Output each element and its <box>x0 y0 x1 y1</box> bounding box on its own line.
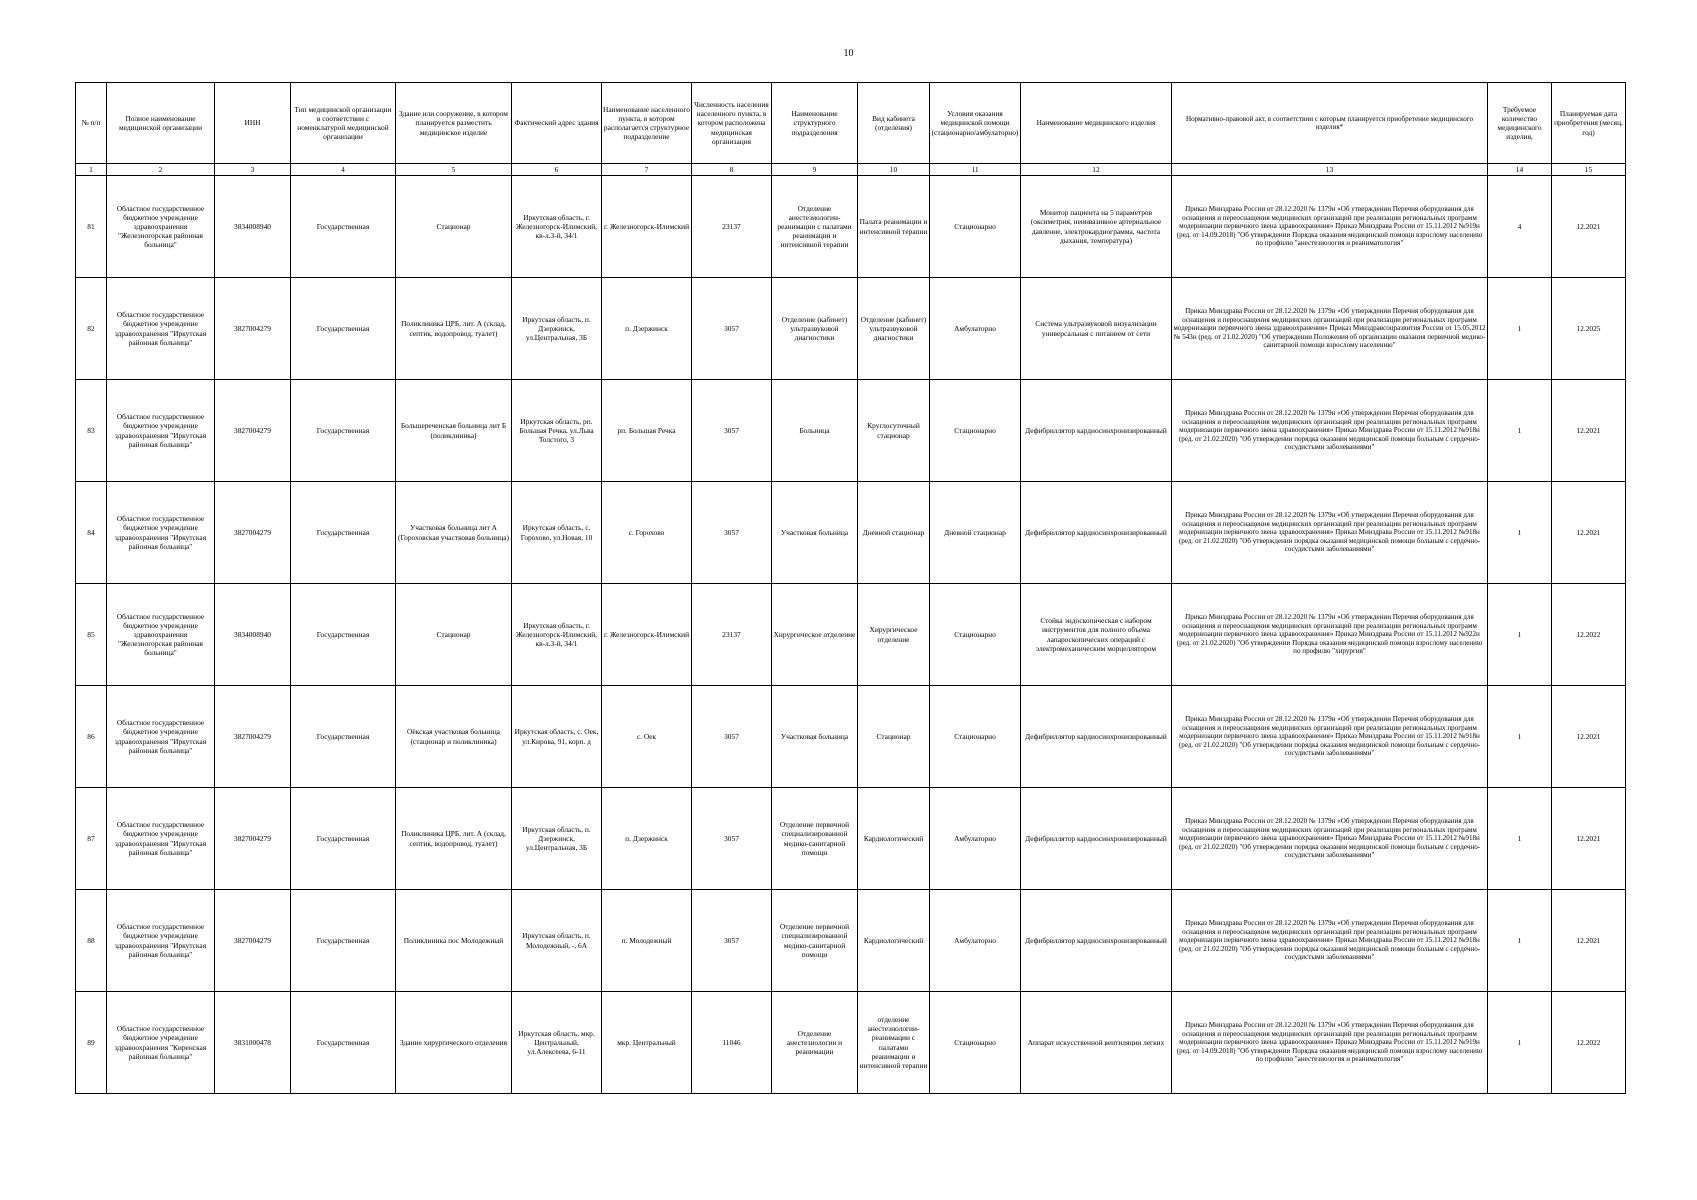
population-cell: 3057 <box>692 890 772 992</box>
purchase-date-cell: 12.2022 <box>1552 584 1626 686</box>
legal-act-cell: Приказ Минздрава России от 28.12.2020 № 1379н «Об утверждении Перечня оборудования для оснащения и переоснащения медицинских организаций при реализации региональных программ модернизации первичного звена здравоохранения» Приказ Минздрава России от 15.11.2012 №918н (ред. от 21.02.2020) "Об утверждении порядка оказания медицинской помощи больным с сердечно-сосудистыми заболеваниями" <box>1172 482 1488 584</box>
population-cell: 3057 <box>692 380 772 482</box>
unit-cell: Больница <box>772 380 858 482</box>
column-number: 7 <box>602 164 692 176</box>
unit-cell: Отделение (кабинет) ультразвуковой диагностики <box>772 278 858 380</box>
legal-act-cell: Приказ Минздрава России от 28.12.2020 № 1379н «Об утверждении Перечня оборудования для оснащения и переоснащения медицинских организаций при реализации региональных программ модернизации первичного звена здравоохранения» Приказ Минздрава России от 15.11.2012 №918н (ред. от 21.02.2020) "Об утверждении порядка оказания медицинской помощи больным с сердечно-сосудистыми заболеваниями" <box>1172 686 1488 788</box>
device-cell: Дефибриллятор кардиосинхронизированный <box>1021 788 1172 890</box>
purchase-date-cell: 12.2022 <box>1552 992 1626 1094</box>
table-row <box>76 686 1626 788</box>
column-number: 2 <box>107 164 215 176</box>
row-number-cell: 85 <box>76 584 107 686</box>
device-cell: Дефибриллятор кардиосинхронизированный <box>1021 380 1172 482</box>
room-type-cell: Отделение (кабинет) ультразвуковой диагностики <box>858 278 930 380</box>
table-row <box>76 992 1626 1094</box>
care-conditions-cell: Стационарно <box>930 686 1021 788</box>
address-cell: Иркутская область, г. Железногорск-Илимский, кв-л.3-й, 34/1 <box>512 176 602 278</box>
column-number: 9 <box>772 164 858 176</box>
purchase-date-cell: 12.2021 <box>1552 890 1626 992</box>
room-type-cell: отделение анестезиологии-реанимации с палатами реанимации и интенсивной терапии <box>858 992 930 1094</box>
org-type-cell: Государственная <box>291 584 396 686</box>
org-type-cell: Государственная <box>291 992 396 1094</box>
purchase-date-cell: 12.2021 <box>1552 482 1626 584</box>
inn-cell: 3827004279 <box>215 278 291 380</box>
locality-cell: п. Дзержинск <box>602 788 692 890</box>
population-cell: 3057 <box>692 278 772 380</box>
row-number-cell: 86 <box>76 686 107 788</box>
population-cell: 23137 <box>692 584 772 686</box>
address-cell: Иркутская область, рп. Большая Речка, ул.Льва Толстого, 3 <box>512 380 602 482</box>
room-type-cell: Дневной стационар <box>858 482 930 584</box>
org-type-cell: Государственная <box>291 482 396 584</box>
inn-cell: 3827004279 <box>215 890 291 992</box>
table-row <box>76 278 1626 380</box>
locality-cell: рп. Большая Речка <box>602 380 692 482</box>
column-number: 12 <box>1021 164 1172 176</box>
care-conditions-cell: Стационарно <box>930 176 1021 278</box>
address-cell: Иркутская область, с. Оек, ул.Кирова, 91, корп. д <box>512 686 602 788</box>
org-type-cell: Государственная <box>291 788 396 890</box>
table-row <box>76 176 1626 278</box>
room-type-cell: Хирургическое отделение <box>858 584 930 686</box>
population-cell: 11046 <box>692 992 772 1094</box>
legal-act-cell: Приказ Минздрава России от 28.12.2020 № 1379н «Об утверждении Перечня оборудования для оснащения и переоснащения медицинских организаций при реализации региональных программ модернизации первичного звена здравоохранения» Приказ Минздрава России от 15.11.2012 №918н (ред. от 21.02.2020) "Об утверждении порядка оказания медицинской помощи больным с сердечно-сосудистыми заболеваниями" <box>1172 380 1488 482</box>
quantity-cell: 1 <box>1488 788 1552 890</box>
address-cell: Иркутская область, п. Молодежный, -, 6А <box>512 890 602 992</box>
device-cell: Дефибриллятор кардиосинхронизированный <box>1021 482 1172 584</box>
organization-cell: Областное государственное бюджетное учреждение здравоохранения "Киренская районная больница" <box>107 992 215 1094</box>
device-cell: Монитор пациента на 5 параметров (оксиметрия, неинвазивное артериальное давление, электрокардиограмма, частота дыхания, температура) <box>1021 176 1172 278</box>
quantity-cell: 1 <box>1488 482 1552 584</box>
row-number-cell: 89 <box>76 992 107 1094</box>
room-type-cell: Кардиологический <box>858 788 930 890</box>
device-cell: Система ультразвуковой визуализации универсальная с питанием от сети <box>1021 278 1172 380</box>
care-conditions-cell: Стационарно <box>930 992 1021 1094</box>
building-cell: Здание хирургического отделения <box>396 992 512 1094</box>
building-cell: Участковая больница лит А (Гороховская участковая больница) <box>396 482 512 584</box>
inn-cell: 3827004279 <box>215 380 291 482</box>
column-number: 13 <box>1172 164 1488 176</box>
column-number: 15 <box>1552 164 1626 176</box>
organization-cell: Областное государственное бюджетное учреждение здравоохранения "Иркутская районная больница" <box>107 278 215 380</box>
room-type-cell: Кардиологический <box>858 890 930 992</box>
inn-cell: 3827004279 <box>215 686 291 788</box>
care-conditions-cell: Дневной стационар <box>930 482 1021 584</box>
header-cell: Требуемое количество медицинского изделия, <box>1488 83 1552 164</box>
locality-cell: п. Молодежный <box>602 890 692 992</box>
header-cell: Численность населения населенного пункта, в котором расположена медицинская организация <box>692 83 772 164</box>
table-row <box>76 788 1626 890</box>
purchase-date-cell: 12.2021 <box>1552 176 1626 278</box>
page-number: 10 <box>843 48 854 59</box>
purchase-date-cell: 12.2021 <box>1552 788 1626 890</box>
table-row <box>76 482 1626 584</box>
row-number-cell: 87 <box>76 788 107 890</box>
inn-cell: 3827004279 <box>215 788 291 890</box>
device-cell: Аппарат искусственной вентиляции легких <box>1021 992 1172 1094</box>
header-cell: Вид кабинета (отделения) <box>858 83 930 164</box>
purchase-date-cell: 12.2025 <box>1552 278 1626 380</box>
org-type-cell: Государственная <box>291 890 396 992</box>
column-number: 11 <box>930 164 1021 176</box>
building-cell: Стационар <box>396 176 512 278</box>
legal-act-cell: Приказ Минздрава России от 28.12.2020 № 1379н «Об утверждении Перечня оборудования для оснащения и переоснащения медицинских организаций при реализации региональных программ модернизации первичного звена здравоохранения» Приказ Минздравсоцразвития России от 15.05.2012 № 543н (ред. от 21.02.2020) "Об утверждении Положения об организации оказания первичной медико-санитарной помощи взрослому населению" <box>1172 278 1488 380</box>
device-cell: Стойка эндоскопическая с набором инструментов для полного объема лапароскопических операций с электромеханическим морцеллятором <box>1021 584 1172 686</box>
address-cell: Иркутская область, мкр. Центральный, ул.Алексеева, 6-11 <box>512 992 602 1094</box>
address-cell: Иркутская область, с. Горохово, ул.Новая, 10 <box>512 482 602 584</box>
row-number-cell: 82 <box>76 278 107 380</box>
purchase-date-cell: 12.2021 <box>1552 380 1626 482</box>
care-conditions-cell: Стационарно <box>930 380 1021 482</box>
care-conditions-cell: Амбулаторно <box>930 890 1021 992</box>
unit-cell: Отделение первичной специализированной медико-санитарной помощи <box>772 788 858 890</box>
header-cell: Фактический адрес здания <box>512 83 602 164</box>
equipment-table <box>75 82 1626 1094</box>
device-cell: Дефибриллятор кардиосинхронизированный <box>1021 890 1172 992</box>
header-cell: № п/п <box>76 83 107 164</box>
locality-cell: п. Дзержинск <box>602 278 692 380</box>
organization-cell: Областное государственное бюджетное учреждение здравоохранения "Иркутская районная больница" <box>107 686 215 788</box>
header-cell: Тип медицинской организации в соответствии с номенклатурой медицинской организации <box>291 83 396 164</box>
care-conditions-cell: Амбулаторно <box>930 278 1021 380</box>
inn-cell: 3834008940 <box>215 584 291 686</box>
quantity-cell: 1 <box>1488 584 1552 686</box>
inn-cell: 3831000478 <box>215 992 291 1094</box>
population-cell: 3057 <box>692 482 772 584</box>
locality-cell: с. Оек <box>602 686 692 788</box>
population-cell: 23137 <box>692 176 772 278</box>
header-cell: Условия оказания медицинской помощи (стационарно/амбулаторно) <box>930 83 1021 164</box>
org-type-cell: Государственная <box>291 686 396 788</box>
care-conditions-cell: Стационарно <box>930 584 1021 686</box>
organization-cell: Областное государственное бюджетное учреждение здравоохранения "Железногорская районная больница" <box>107 584 215 686</box>
header-cell: Планируемая дата приобретения (месяц, год) <box>1552 83 1626 164</box>
table-row <box>76 380 1626 482</box>
header-cell: Полное наименование медицинской организации <box>107 83 215 164</box>
building-cell: Большереченская больница лит Б (поликлиника) <box>396 380 512 482</box>
building-cell: Поликлиника ЦРБ, лит. А (склад, септик, водопровод, туалет) <box>396 278 512 380</box>
column-number: 6 <box>512 164 602 176</box>
population-cell: 3057 <box>692 788 772 890</box>
column-number: 3 <box>215 164 291 176</box>
inn-cell: 3827004279 <box>215 482 291 584</box>
locality-cell: г. Железногорск-Илимский <box>602 584 692 686</box>
population-cell: 3057 <box>692 686 772 788</box>
quantity-cell: 1 <box>1488 890 1552 992</box>
unit-cell: Участковая больница <box>772 482 858 584</box>
building-cell: Поликлиника пос Молодежный <box>396 890 512 992</box>
organization-cell: Областное государственное бюджетное учреждение здравоохранения "Иркутская районная больница" <box>107 890 215 992</box>
building-cell: Стационар <box>396 584 512 686</box>
unit-cell: Отделение первичной специализированной медико-санитарной помощи <box>772 890 858 992</box>
row-number-cell: 88 <box>76 890 107 992</box>
quantity-cell: 4 <box>1488 176 1552 278</box>
column-number: 10 <box>858 164 930 176</box>
org-type-cell: Государственная <box>291 278 396 380</box>
legal-act-cell: Приказ Минздрава России от 28.12.2020 № 1379н «Об утверждении Перечня оборудования для оснащения и переоснащения медицинских организаций при реализации региональных программ модернизации первичного звена здравоохранения» Приказ Минздрава России от 15.11.2012 №918н (ред. от 21.02.2020) "Об утверждении порядка оказания медицинской помощи больным с сердечно-сосудистыми заболеваниями" <box>1172 788 1488 890</box>
locality-cell: г. Железногорск-Илимский <box>602 176 692 278</box>
legal-act-cell: Приказ Минздрава России от 28.12.2020 № 1379н «Об утверждении Перечня оборудования для оснащения и переоснащения медицинских организаций при реализации региональных программ модернизации первичного звена здравоохранения» Приказ Минздрава России от 15.11.2012 №922н (ред. от 21.02.2020) "Об утверждении Порядка оказания медицинской помощи взрослому населению по профилю "хирургия" <box>1172 584 1488 686</box>
column-number: 1 <box>76 164 107 176</box>
row-number-cell: 83 <box>76 380 107 482</box>
inn-cell: 3834008940 <box>215 176 291 278</box>
room-type-cell: Круглосуточный стационар <box>858 380 930 482</box>
header-cell: ИНН <box>215 83 291 164</box>
room-type-cell: Стационар <box>858 686 930 788</box>
header-row <box>76 83 1626 164</box>
table-row <box>76 584 1626 686</box>
org-type-cell: Государственная <box>291 380 396 482</box>
column-number: 4 <box>291 164 396 176</box>
care-conditions-cell: Амбулаторно <box>930 788 1021 890</box>
table-row <box>76 890 1626 992</box>
quantity-cell: 1 <box>1488 380 1552 482</box>
legal-act-cell: Приказ Минздрава России от 28.12.2020 № 1379н «Об утверждении Перечня оборудования для оснащения и переоснащения медицинских организаций при реализации региональных программ модернизации первичного звена здравоохранения» Приказ Минздрава России от 15.11.2012 №919н (ред. от 14.09.2018) "Об утверждении Порядка оказания медицинской помощи взрослому населению по профилю "анестезиология и реаниматология" <box>1172 176 1488 278</box>
address-cell: Иркутская область, г. Железногорск-Илимский, кв-л.3-й, 34/1 <box>512 584 602 686</box>
header-cell: Здание или сооружение, в котором планируется разместить медицинское изделие <box>396 83 512 164</box>
building-cell: Поликлиника ЦРБ, лит. А (склад, септик, водопровод, туалет) <box>396 788 512 890</box>
legal-act-cell: Приказ Минздрава России от 28.12.2020 № 1379н «Об утверждении Перечня оборудования для оснащения и переоснащения медицинских организаций при реализации региональных программ модернизации первичного звена здравоохранения» Приказ Минздрава России от 15.11.2012 №919н (ред. от 14.09.2018) "Об утверждении Порядка оказания медицинской помощи взрослому населению по профилю "анестезиология и реаниматология" <box>1172 992 1488 1094</box>
quantity-cell: 1 <box>1488 278 1552 380</box>
quantity-cell: 1 <box>1488 686 1552 788</box>
organization-cell: Областное государственное бюджетное учреждение здравоохранения "Железногорская районная больница" <box>107 176 215 278</box>
legal-act-cell: Приказ Минздрава России от 28.12.2020 № 1379н «Об утверждении Перечня оборудования для оснащения и переоснащения медицинских организаций при реализации региональных программ модернизации первичного звена здравоохранения» Приказ Минздрава России от 15.11.2012 №918н (ред. от 21.02.2020) "Об утверждении порядка оказания медицинской помощи больным с сердечно-сосудистыми заболеваниями" <box>1172 890 1488 992</box>
organization-cell: Областное государственное бюджетное учреждение здравоохранения "Иркутская районная больница" <box>107 482 215 584</box>
org-type-cell: Государственная <box>291 176 396 278</box>
address-cell: Иркутская область, п. Дзержинск, ул.Центральная, 3Б <box>512 788 602 890</box>
column-number-row <box>76 164 1626 176</box>
device-cell: Дефибриллятор кардиосинхронизированный <box>1021 686 1172 788</box>
building-cell: Оёкская участковая больница (стационар и поликлиника) <box>396 686 512 788</box>
header-cell: Наименование структурного подразделения <box>772 83 858 164</box>
row-number-cell: 84 <box>76 482 107 584</box>
header-cell: Нормативно-правовой акт, в соответствии с которым планируется приобретение медицинского изделия* <box>1172 83 1488 164</box>
unit-cell: Отделение анестезиологии-реанимации с палатами реанимации и интенсивной терапии <box>772 176 858 278</box>
organization-cell: Областное государственное бюджетное учреждение здравоохранения "Иркутская районная больница" <box>107 380 215 482</box>
purchase-date-cell: 12.2021 <box>1552 686 1626 788</box>
unit-cell: Отделение анестезиологии и реанимации <box>772 992 858 1094</box>
column-number: 5 <box>396 164 512 176</box>
header-cell: Наименование населенного пункта, в котором располагается структурное подразделение <box>602 83 692 164</box>
unit-cell: Хирургическое отделение <box>772 584 858 686</box>
header-cell: Наименование медицинского изделия <box>1021 83 1172 164</box>
column-number: 8 <box>692 164 772 176</box>
room-type-cell: Палата реанимации и интенсивной терапии <box>858 176 930 278</box>
column-number: 14 <box>1488 164 1552 176</box>
locality-cell: с. Горохово <box>602 482 692 584</box>
quantity-cell: 1 <box>1488 992 1552 1094</box>
row-number-cell: 81 <box>76 176 107 278</box>
address-cell: Иркутская область, п. Дзержинск, ул.Центральная, 3Б <box>512 278 602 380</box>
organization-cell: Областное государственное бюджетное учреждение здравоохранения "Иркутская районная больница" <box>107 788 215 890</box>
unit-cell: Участковая больница <box>772 686 858 788</box>
locality-cell: мкр. Центральный <box>602 992 692 1094</box>
